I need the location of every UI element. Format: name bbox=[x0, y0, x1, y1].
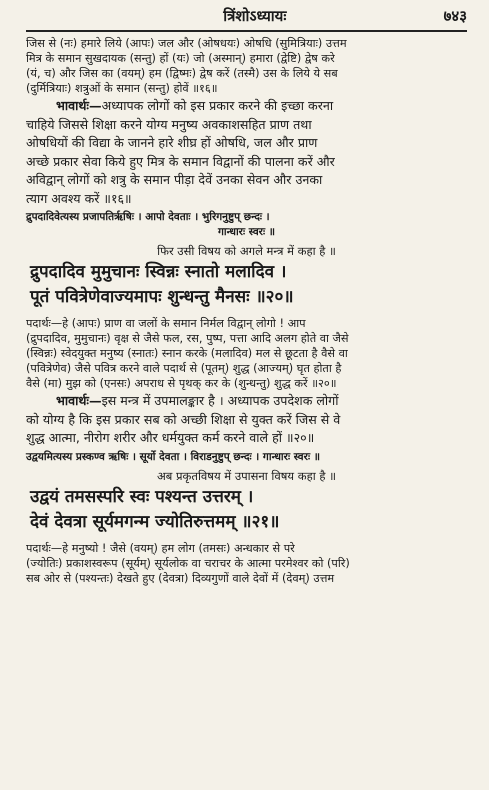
bhavartha-line: अविद्वान् लोगों को शत्रु के समान पीड़ा देवें उनका सेवन और उनका bbox=[26, 172, 323, 187]
gloss-line: (दुर्मित्रियाः) शत्रुओं के समान (सन्तु) होवें ॥१६॥ bbox=[26, 82, 218, 95]
mantra-line: पूतं पवित्रेणेवाज्यमापः शुन्धन्तु मैनसः ॥२०॥ bbox=[30, 287, 294, 307]
bhavartha-line bbox=[26, 97, 467, 115]
bhavartha-text: इस मन्त्र में उपमालङ्कार है । अध्यापक उपदेशक लोगों bbox=[101, 393, 339, 408]
mantra-intro: अब प्रकृतविषय में उपासना विषय कहा है ॥ bbox=[157, 468, 336, 483]
bhavartha-line: शुद्ध आत्मा, नीरोग शरीर और धर्मयुक्त कर्म करने वाले हों ॥२०॥ bbox=[26, 430, 315, 445]
gloss-line: (यं, च) और जिस का (वयम्) हम (द्विष्मः) द्वेष करें (तस्मै) उस के लिये ये सब bbox=[26, 67, 338, 80]
gloss-line: पदार्थः—हे (आपः) प्राण वा जलों के समान निर्मल विद्वान् लोगो ! आप bbox=[26, 317, 306, 330]
mantra-metadata: उद्वयमित्यस्य प्रस्कण्व ऋषिः । सूर्यो देवता । विराडनुष्टुप् छन्दः । गान्धारः स्वरः ॥ bbox=[26, 450, 321, 463]
bhavartha-line bbox=[26, 392, 467, 410]
bhavartha-line: अच्छे प्रकार सेवा किये हुए मित्र के समान विद्वानों की पालना करें और bbox=[26, 153, 335, 169]
bhavartha-line: ओषधियों की विद्या के जानने हारे शीघ्र हों ओषधि, जल और प्राण bbox=[26, 135, 318, 150]
chapter-title: त्रिंशोऽध्यायः bbox=[223, 7, 287, 25]
gloss-section-20 bbox=[26, 316, 467, 391]
mantra-21 bbox=[26, 485, 467, 535]
bhavartha-line: को योग्य है कि इस प्रकार सब को अच्छी शिक्षा से युक्त करें जिस से वे bbox=[26, 411, 341, 427]
gloss-line: (पवित्रेणेव) जैसे पवित्र करने वाले पदार्थ से (पूतम्) शुद्ध (आज्यम्) घृत होता है bbox=[26, 362, 342, 375]
bhavartha-section-19 bbox=[26, 97, 467, 207]
gloss-section-19 bbox=[26, 36, 467, 96]
bhavartha-label: भावार्थः— bbox=[56, 393, 102, 408]
bhavartha-text: अध्यापक लोगों को इस प्रकार करने की इच्छा करना bbox=[101, 98, 334, 113]
gloss-line: पदार्थः—हे मनुष्यो ! जैसे (वयम्) हम लोग (तमसः) अन्धकार से परे bbox=[26, 541, 295, 555]
mantra-svara: गान्धारः स्वरः ॥ bbox=[217, 226, 276, 238]
mantra-intro: फिर उसी विषय को अगले मन्त्र में कहा है ॥ bbox=[157, 244, 336, 258]
page-number: ७४३ bbox=[443, 7, 467, 25]
gloss-line: मित्र के समान सुखदायक (सन्तु) हों (यः) जो (अस्मान्) हमारा (द्वेष्टि) द्वेष करे bbox=[26, 52, 335, 65]
mantra-line: देवं देवत्रा सूर्यमगन्म ज्योतिरुत्तमम् ॥२१॥ bbox=[30, 511, 280, 532]
mantra-20 bbox=[26, 260, 467, 310]
gloss-line: (स्विन्नः) स्वेदयुक्त मनुष्य (स्नातः) स्नान करके (मलादिव) मल से छूटता है वैसे वा bbox=[26, 347, 348, 360]
gloss-line: वैसे (मा) मुझ को (एनसः) अपराध से पृथक् कर के (शुन्धन्तु) शुद्ध करें ॥२०॥ bbox=[26, 377, 337, 390]
bhavartha-label: भावार्थः— bbox=[56, 98, 102, 113]
gloss-line: (ज्योतिः) प्रकाशस्वरूप (सूर्यम्) सूर्यलोक वा चराचर के आत्मा परमेश्वर को (परि) bbox=[26, 556, 350, 570]
gloss-line: (द्रुपदादिव, मुमुचानः) वृक्ष से जैसे फल, रस, पुष्प, पत्ता आदि अलग होते वा जैसे bbox=[26, 332, 349, 345]
mantra-metadata: द्रुपदादिवेत्यस्य प्रजापतिर्ऋषिः । आपो देवताः । भुरिगनुष्टुप् छन्दः । bbox=[26, 211, 270, 223]
page-header bbox=[26, 6, 467, 32]
bhavartha-line: चाहिये जिससे शिक्षा करने योग्य मनुष्य अवकाशसहित प्राण तथा bbox=[26, 116, 312, 132]
gloss-line: सब ओर से (पश्यन्तः) देखते हुए (देवत्रा) दिव्यगुणों वाले देवों में (देवम्) उत्तम bbox=[26, 571, 335, 585]
mantra-line: उद्वयं तमसस्परि स्वः पश्यन्त उत्तरम् । bbox=[30, 486, 254, 507]
mantra-line: द्रुपदादिव मुमुचानः स्विन्नः स्नातो मलादिव । bbox=[30, 262, 287, 282]
gloss-line: जिस से (नः) हमारे लिये (आपः) जल और (ओषधयः) ओषधि (सुमित्रियाः) उत्तम bbox=[26, 37, 347, 50]
bhavartha-line: त्याग अवश्य करें ॥१६॥ bbox=[26, 190, 132, 206]
gloss-section-21 bbox=[26, 541, 467, 586]
bhavartha-section-20 bbox=[26, 392, 467, 447]
